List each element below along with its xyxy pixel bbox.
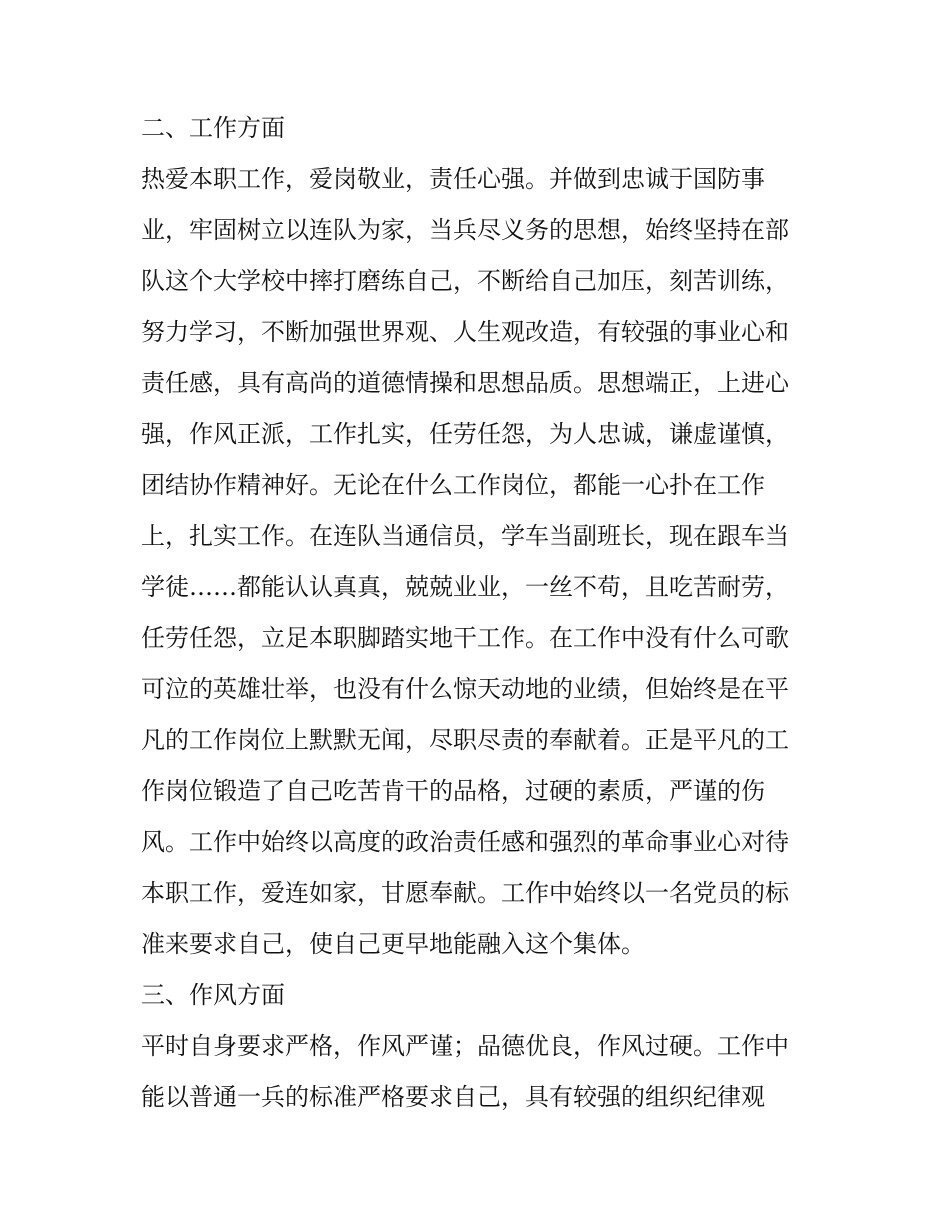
- text-line: 业，牢固树立以连队为家，当兵尽义务的思想，始终坚持在部: [141, 216, 789, 244]
- text-line: 队这个大学校中摔打磨练自己，不断给自己加压，刻苦训练，: [141, 267, 789, 295]
- text-line: 本职工作，爱连如家，甘愿奉献。工作中始终以一名党员的标: [141, 879, 789, 907]
- text-line: 团结协作精神好。无论在什么工作岗位，都能一心扑在工作: [141, 471, 765, 499]
- paragraph-work: [141, 154, 821, 970]
- document-body: [141, 103, 821, 1123]
- text-line: 作岗位锻造了自己吃苦肯干的品格，过硬的素质，严谨的伤: [141, 777, 765, 805]
- text-line: 平时自身要求严格，作风严谨；品德优良，作风过硬。工作中: [141, 1032, 789, 1060]
- section-heading-style: 三、作风方面: [141, 981, 285, 1009]
- text-line: 可泣的英雄壮举，也没有什么惊天动地的业绩，但始终是在平: [141, 675, 789, 703]
- section-heading-work: 二、工作方面: [141, 114, 285, 142]
- text-line: 努力学习，不断加强世界观、人生观改造，有较强的事业心和: [141, 318, 789, 346]
- text-line: 凡的工作岗位上默默无闻，尽职尽责的奉献着。正是平凡的工: [141, 726, 789, 754]
- text-line: 热爱本职工作，爱岗敬业，责任心强。并做到忠诚于国防事: [141, 165, 765, 193]
- text-line: 任劳任怨，立足本职脚踏实地干工作。在工作中没有什么可歌: [141, 624, 789, 652]
- text-line: 责任感，具有高尚的道德情操和思想品质。思想端正，上进心: [141, 369, 789, 397]
- text-line: 上，扎实工作。在连队当通信员，学车当副班长，现在跟车当: [141, 522, 789, 550]
- paragraph-style: [141, 1021, 821, 1123]
- text-line: 强，作风正派，工作扎实，任劳任怨，为人忠诚，谦虚谨慎，: [141, 420, 789, 448]
- text-line: 学徒……都能认认真真，兢兢业业，一丝不苟，且吃苦耐劳，: [141, 573, 789, 601]
- text-line: 风。工作中始终以高度的政治责任感和强烈的革命事业心对待: [141, 828, 789, 856]
- text-line: 准来要求自己，使自己更早地能融入这个集体。: [141, 930, 645, 958]
- text-line: 能以普通一兵的标准严格要求自己，具有较强的组织纪律观: [141, 1083, 765, 1111]
